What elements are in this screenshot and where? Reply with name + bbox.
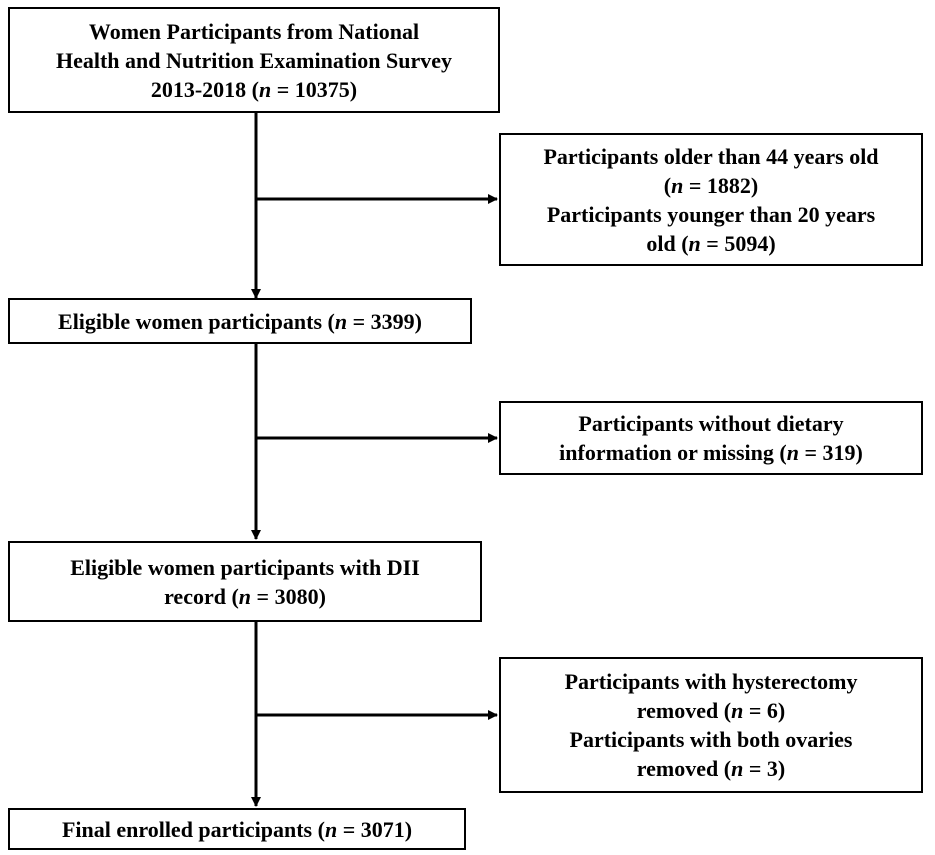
exclusion-surgery-box [499,657,923,793]
source-line: Women Participants from National [88,18,420,44]
exclusion-age-line: Participants older than 44 years old [543,143,879,169]
sample-size-symbol: n [238,583,252,609]
final-enrolled-box [8,808,466,850]
eligible-participants-box [8,298,472,344]
line-text: removed ( [636,756,732,781]
sample-size-value: = 6) [743,698,786,723]
eligible-dii-line [164,582,326,611]
line-text: 2013-2018 ( [150,76,260,102]
eligible-dii-line: Eligible women participants with DII [70,554,420,580]
sample-size-value: = 3071) [337,816,413,842]
sample-size-value: = 1882) [683,172,759,198]
exclusion-surgery-line [637,696,785,725]
exclusion-age-line: Participants younger than 20 years [546,201,876,227]
sample-size-value: = 3080) [251,583,326,609]
exclusion-age-line [646,229,775,258]
sample-size-symbol: n [334,308,348,334]
sample-size-symbol: n [324,816,338,842]
source-line: Health and Nutrition Examination Survey [55,47,453,73]
sample-size-value: = 319) [798,440,863,465]
sample-size-symbol: n [786,440,799,465]
sample-size-symbol: n [259,76,272,102]
exclusion-surgery-line [637,754,785,783]
exclusion-age-line [664,171,758,200]
sample-size-value: = 10375) [271,76,358,102]
sample-size-symbol: n [688,230,701,256]
line-text: removed ( [636,698,732,723]
source-line [151,75,357,104]
eligible-dii-box [8,541,482,622]
line-text: information or missing ( [559,440,787,465]
eligible-line [58,307,422,336]
exclusion-age-box [499,133,923,266]
line-text: Final enrolled participants ( [61,816,325,842]
exclusion-diet-box [499,401,923,475]
line-text: old ( [646,230,689,256]
line-text: ( [663,172,672,198]
line-text: record ( [164,583,239,609]
sample-size-symbol: n [731,756,744,781]
sample-size-value: = 3399) [347,308,422,334]
sample-size-symbol: n [671,172,684,198]
exclusion-diet-line [559,438,863,467]
line-text: Eligible women participants ( [58,308,335,334]
exclusion-surgery-line: Participants with hysterectomy [564,669,858,694]
source-population-box [8,7,500,113]
exclusion-surgery-line: Participants with both ovaries [569,727,853,752]
sample-size-value: = 3) [743,756,786,781]
sample-size-symbol: n [731,698,744,723]
exclusion-diet-line: Participants without dietary [578,411,844,436]
final-line [62,815,412,844]
sample-size-value: = 5094) [700,230,776,256]
